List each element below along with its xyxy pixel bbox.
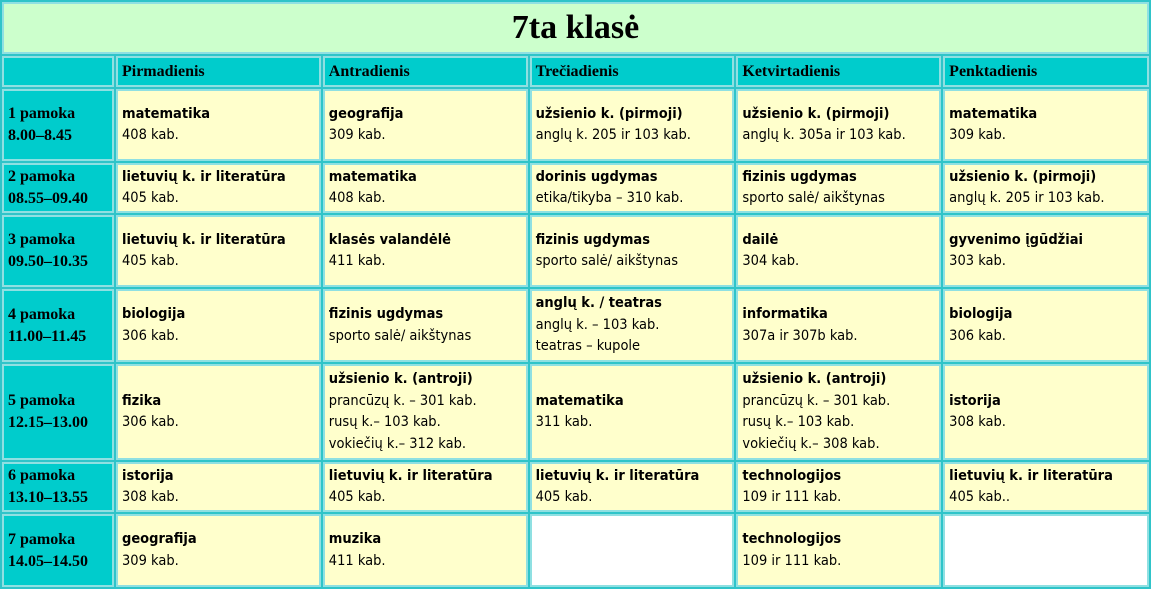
lesson-number: 4 pamoka xyxy=(8,305,76,323)
schedule-cell xyxy=(736,462,941,512)
table-row xyxy=(2,163,1149,213)
schedule-cell xyxy=(530,215,735,287)
schedule-cell xyxy=(116,215,321,287)
schedule-cell xyxy=(116,163,321,213)
subject-name: matematika xyxy=(949,105,1038,122)
room-info: prancūzų k. – 301 kab. xyxy=(328,392,477,409)
schedule-cell xyxy=(323,215,528,287)
subject-name: anglų k. / teatras xyxy=(535,295,662,312)
room-info: 308 kab. xyxy=(121,489,179,505)
room-info: 309 kab. xyxy=(328,127,386,143)
subject-name: lietuvių k. ir literatūra xyxy=(535,467,700,484)
schedule-cell xyxy=(323,514,528,587)
schedule-cell xyxy=(530,364,735,460)
room-info: teatras – kupole xyxy=(535,338,641,355)
subject-name: geografija xyxy=(121,531,197,547)
lesson-time: 13.10–13.55 xyxy=(8,489,88,506)
lesson-number: 6 pamoka xyxy=(8,467,76,484)
room-info: 303 kab. xyxy=(949,253,1006,269)
schedule-cell xyxy=(323,462,528,512)
room-info: 411 kab. xyxy=(328,552,386,569)
schedule-cell xyxy=(116,289,321,362)
schedule-cell xyxy=(736,89,941,161)
subject-name: lietuvių k. ir literatūra xyxy=(121,168,286,185)
schedule-cell xyxy=(116,89,321,161)
schedule-cell xyxy=(530,163,735,213)
room-info: 306 kab. xyxy=(949,327,1006,344)
subject-name: fizinis ugdymas xyxy=(742,168,857,185)
schedule-cell xyxy=(736,514,941,587)
lesson-cell xyxy=(2,514,114,587)
schedule-cell xyxy=(116,514,321,587)
lesson-cell xyxy=(2,163,114,213)
schedule-cell xyxy=(943,163,1149,213)
table-row xyxy=(2,89,1149,161)
schedule-cell xyxy=(323,289,528,362)
subject-name: fizinis ugdymas xyxy=(535,231,650,248)
room-info: 109 ir 111 kab. xyxy=(742,552,842,569)
schedule-cell xyxy=(116,462,321,512)
schedule-cell xyxy=(736,163,941,213)
room-info: 109 ir 111 kab. xyxy=(742,489,842,505)
lesson-time: 8.00–8.45 xyxy=(8,127,72,144)
subject-name: gyvenimo įgūdžiai xyxy=(949,231,1083,248)
subject-name: technologijos xyxy=(742,467,842,484)
room-info: 309 kab. xyxy=(949,127,1006,143)
room-info: 408 kab. xyxy=(328,190,386,206)
subject-name: užsienio k. (antroji) xyxy=(742,371,887,387)
subject-name: fizinis ugdymas xyxy=(328,306,444,322)
lesson-cell xyxy=(2,364,114,460)
table-row xyxy=(2,215,1149,287)
room-info: anglų k. 205 ir 103 kab. xyxy=(949,190,1105,206)
schedule-cell xyxy=(943,89,1149,161)
subject-name: biologija xyxy=(949,306,1013,322)
day-header: Penktadienis xyxy=(943,56,1149,87)
room-info: vokiečių k.– 312 kab. xyxy=(328,435,467,452)
room-info: rusų k.– 103 kab. xyxy=(328,414,441,430)
subject-name: užsienio k. (pirmoji) xyxy=(535,105,683,122)
subject-name: technologijos xyxy=(742,531,842,547)
lesson-number: 3 pamoka xyxy=(8,231,76,248)
room-info: rusų k.– 103 kab. xyxy=(742,414,855,430)
room-info: 307a ir 307b kab. xyxy=(742,327,858,344)
schedule-cell xyxy=(530,462,735,512)
table-row xyxy=(2,364,1149,460)
schedule-cell xyxy=(943,215,1149,287)
room-info: 405 kab. xyxy=(535,489,593,505)
page-title: 7ta klasė xyxy=(2,2,1149,54)
lesson-number: 7 pamoka xyxy=(8,530,76,548)
schedule-cell xyxy=(116,364,321,460)
lesson-cell xyxy=(2,462,114,512)
room-info: 411 kab. xyxy=(328,253,386,269)
subject-name: užsienio k. (antroji) xyxy=(328,371,473,387)
room-info: 306 kab. xyxy=(121,414,179,430)
lesson-cell xyxy=(2,215,114,287)
subject-name: informatika xyxy=(742,306,828,322)
table-row xyxy=(2,514,1149,587)
lesson-time: 14.05–14.50 xyxy=(8,552,88,570)
room-info: 306 kab. xyxy=(121,327,179,344)
room-info: 311 kab. xyxy=(535,414,593,430)
room-info: 405 kab. xyxy=(121,253,179,269)
subject-name: klasės valandėlė xyxy=(328,231,452,248)
table-row xyxy=(2,462,1149,512)
schedule-cell xyxy=(530,89,735,161)
room-info: 405 kab. xyxy=(328,489,386,505)
subject-name: matematika xyxy=(121,105,211,122)
schedule-cell xyxy=(736,364,941,460)
lesson-time: 11.00–11.45 xyxy=(8,327,87,345)
room-info: sporto salė/ aikštynas xyxy=(535,253,679,269)
day-header: Ketvirtadienis xyxy=(736,56,941,87)
subject-name: dorinis ugdymas xyxy=(535,168,658,185)
room-info: prancūzų k. – 301 kab. xyxy=(742,392,891,409)
room-info: 408 kab. xyxy=(121,127,179,143)
schedule-cell xyxy=(530,289,735,362)
subject-name: muzika xyxy=(328,531,382,547)
subject-name: matematika xyxy=(328,168,417,185)
schedule-cell xyxy=(943,289,1149,362)
schedule-cell xyxy=(323,163,528,213)
lesson-time: 08.55–09.40 xyxy=(8,190,88,207)
subject-name: istorija xyxy=(949,392,1001,409)
subject-name: dailė xyxy=(742,231,779,248)
room-info: 405 kab.. xyxy=(949,489,1011,505)
room-info: sporto salė/ aikštynas xyxy=(742,190,885,206)
room-info: anglų k. 205 ir 103 kab. xyxy=(535,127,691,143)
subject-name: lietuvių k. ir literatūra xyxy=(121,231,286,248)
lesson-time: 12.15–13.00 xyxy=(8,414,88,431)
room-info: anglų k. – 103 kab. xyxy=(535,316,660,333)
subject-name: geografija xyxy=(328,105,404,122)
empty-cell xyxy=(530,514,735,587)
corner-cell xyxy=(2,56,114,87)
schedule-cell xyxy=(323,89,528,161)
room-info: vokiečių k.– 308 kab. xyxy=(742,435,880,452)
lesson-number: 5 pamoka xyxy=(8,392,76,409)
subject-name: lietuvių k. ir literatūra xyxy=(328,467,493,484)
schedule-cell xyxy=(943,364,1149,460)
empty-cell xyxy=(943,514,1149,587)
day-header: Antradienis xyxy=(323,56,528,87)
schedule-cell xyxy=(736,289,941,362)
schedule-cell xyxy=(323,364,528,460)
schedule-cell xyxy=(943,462,1149,512)
lesson-number: 1 pamoka xyxy=(8,105,76,122)
room-info: 405 kab. xyxy=(121,190,179,206)
room-info: 308 kab. xyxy=(949,414,1006,430)
subject-name: fizika xyxy=(121,392,162,409)
day-header: Trečiadienis xyxy=(530,56,735,87)
room-info: 309 kab. xyxy=(121,552,179,569)
subject-name: istorija xyxy=(121,467,174,484)
lesson-cell xyxy=(2,89,114,161)
day-header: Pirmadienis xyxy=(116,56,321,87)
room-info: anglų k. 305a ir 103 kab. xyxy=(742,127,906,143)
subject-name: užsienio k. (pirmoji) xyxy=(742,105,890,122)
table-row xyxy=(2,289,1149,362)
room-info: sporto salė/ aikštynas xyxy=(328,327,472,344)
lesson-cell xyxy=(2,289,114,362)
room-info: etika/tikyba – 310 kab. xyxy=(535,190,684,206)
subject-name: lietuvių k. ir literatūra xyxy=(949,467,1113,484)
room-info: 304 kab. xyxy=(742,253,800,269)
lesson-time: 09.50–10.35 xyxy=(8,253,88,270)
subject-name: biologija xyxy=(121,306,186,322)
subject-name: užsienio k. (pirmoji) xyxy=(949,168,1097,185)
lesson-number: 2 pamoka xyxy=(8,168,76,185)
subject-name: matematika xyxy=(535,392,624,409)
schedule-cell xyxy=(736,215,941,287)
